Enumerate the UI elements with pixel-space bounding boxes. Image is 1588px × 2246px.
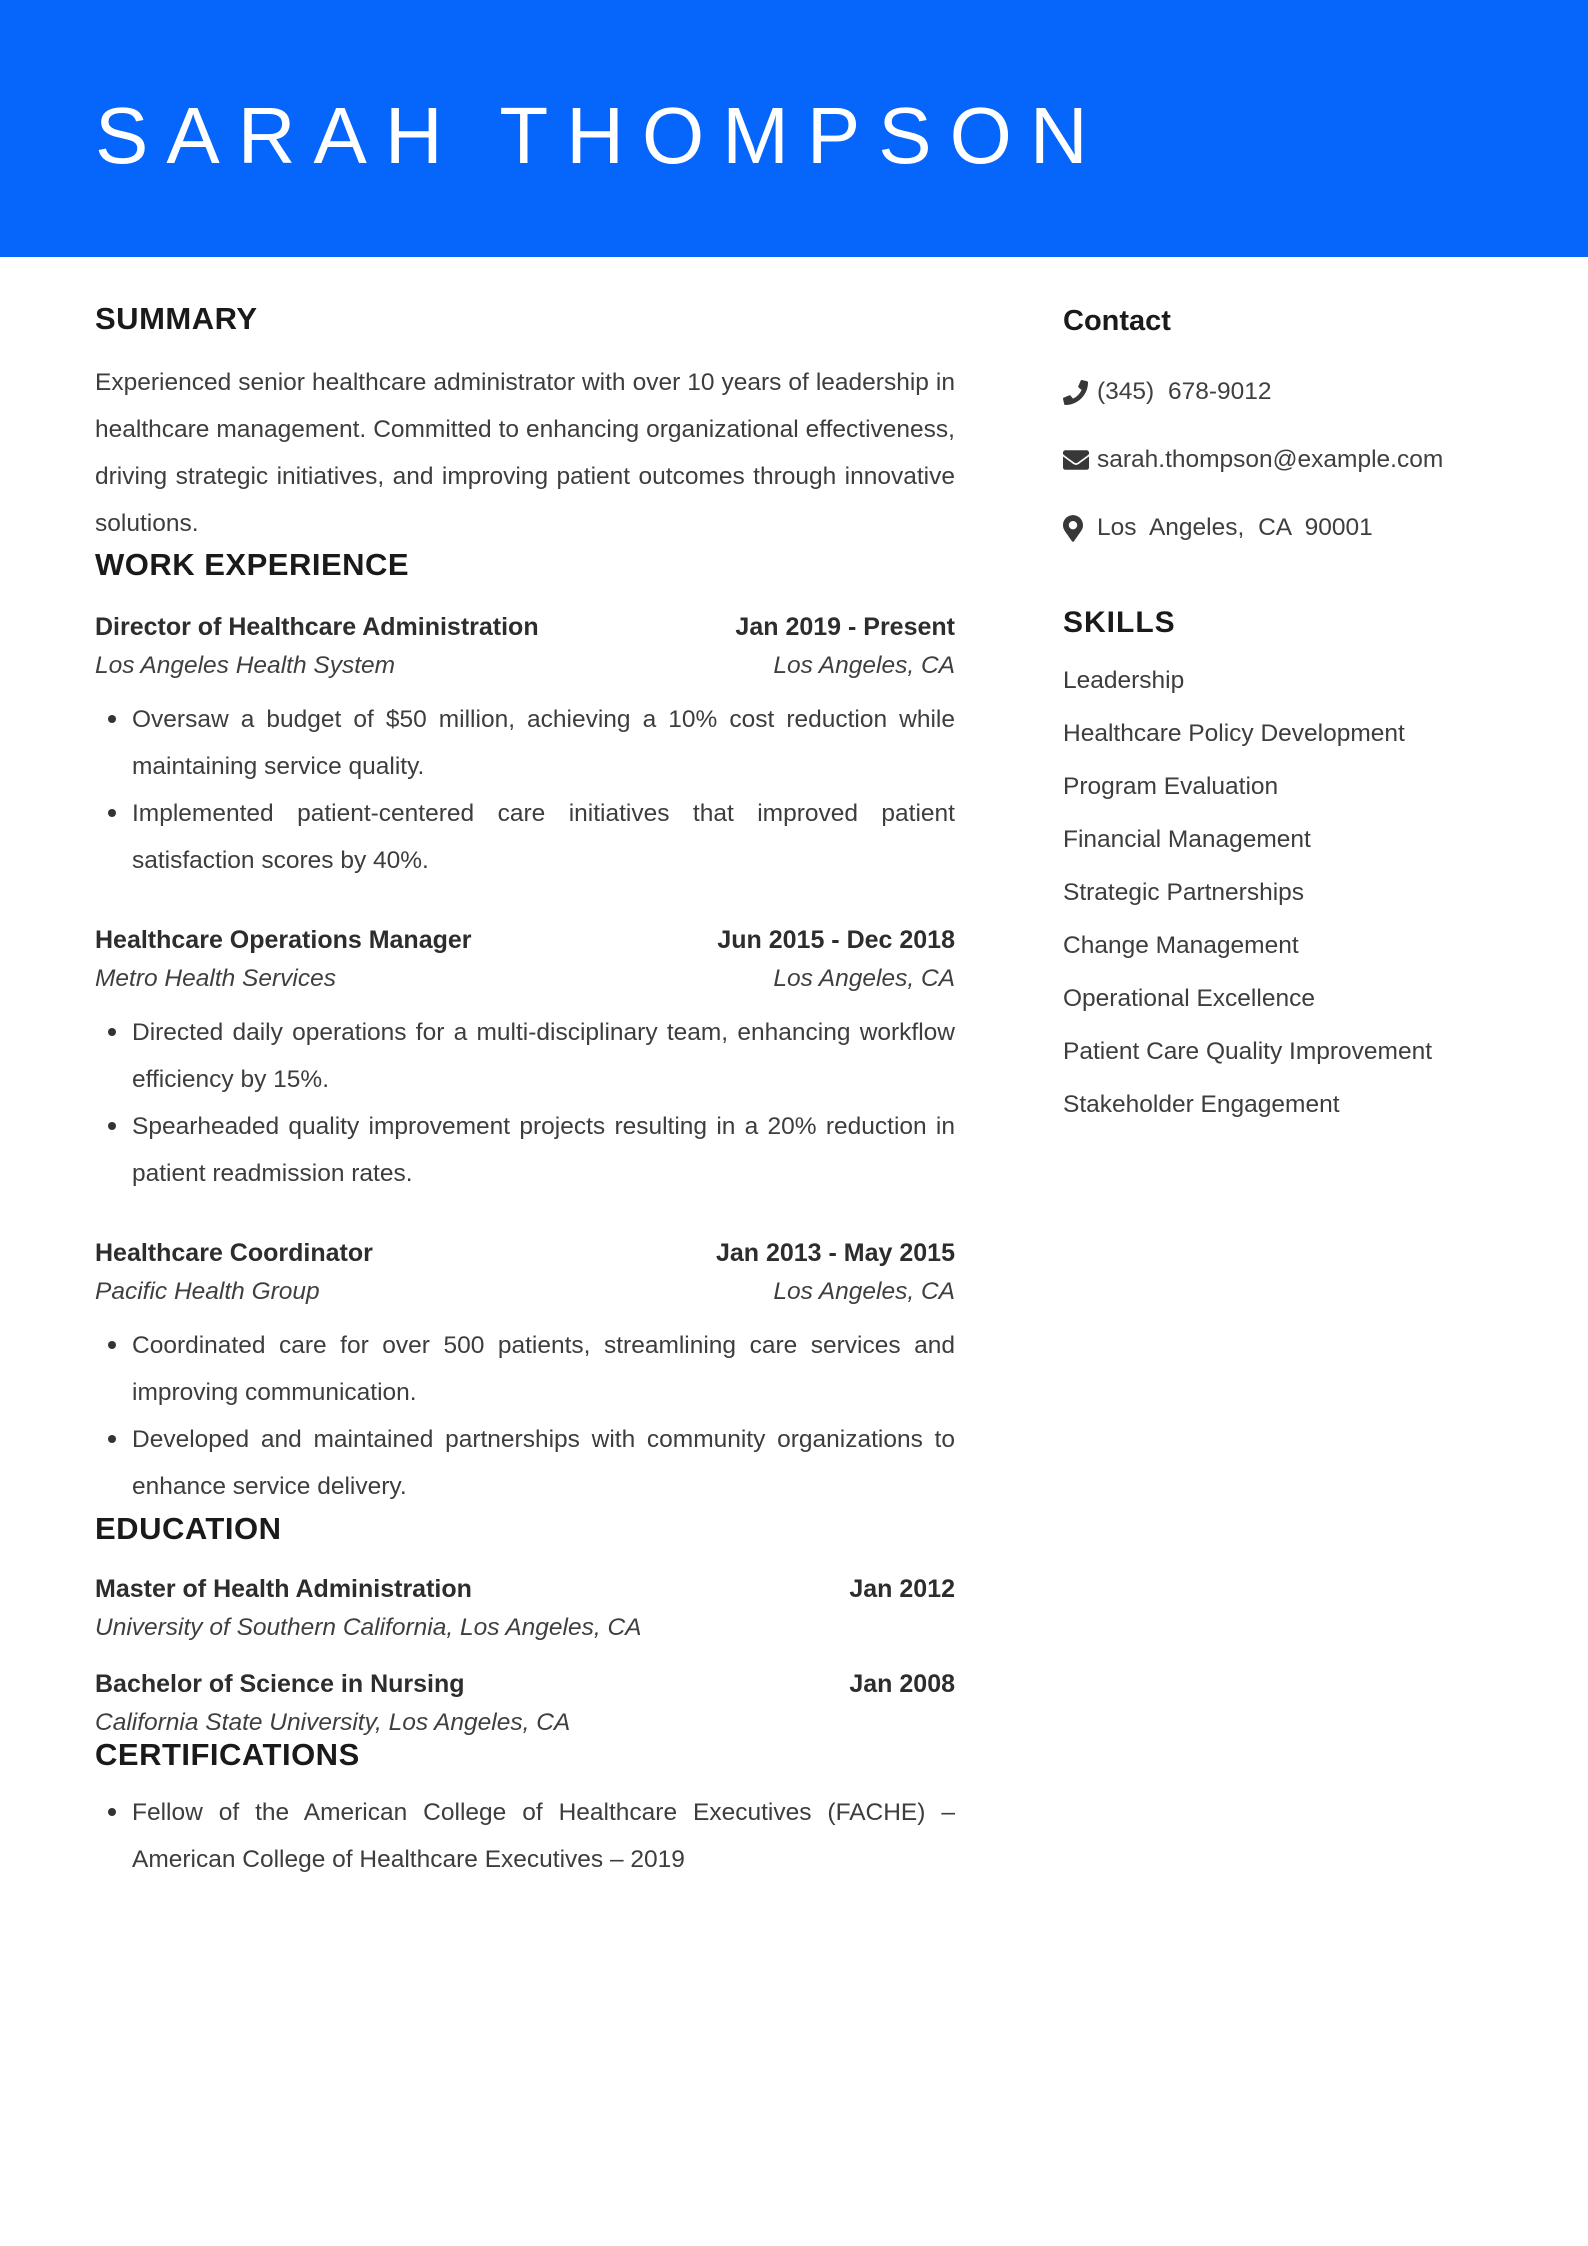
job-dates: Jan 2013 - May 2015 (715, 1239, 955, 1268)
job-bullet: Directed daily operations for a multi-disciplinary team, enhancing workflow efficiency by 15%. (95, 1009, 955, 1103)
job-bullet: Oversaw a budget of $50 million, achieving a 10% cost reduction while maintaining service quality. (95, 696, 955, 790)
certifications-heading: CERTIFICATIONS (95, 1736, 360, 1772)
contact-phone: (345) 678-9012 (1097, 378, 1272, 405)
skill-item: Change Management (1063, 931, 1299, 959)
education-school: California State University, Los Angeles, CA (95, 1708, 571, 1736)
contact-heading: Contact (1063, 305, 1171, 337)
job-bullet: Implemented patient-centered care initiatives that improved patient satisfaction scores by 40%. (95, 790, 955, 884)
education-date: Jan 2008 (849, 1669, 955, 1698)
person-name: SARAH THOMPSON (95, 90, 1106, 180)
contact-section (1063, 305, 1500, 542)
job-title-row (95, 926, 955, 955)
envelope-icon (1063, 447, 1097, 473)
phone-icon (1063, 380, 1097, 405)
education-date: Jan 2012 (849, 1574, 955, 1603)
main-column (95, 301, 955, 1883)
job-title: Healthcare Coordinator (95, 1239, 373, 1268)
skill-item: Leadership (1063, 666, 1185, 694)
job-bullets (95, 1009, 955, 1197)
job-bullets (95, 1322, 955, 1510)
job-bullet: Coordinated care for over 500 patients, streamlining care services and improving communication. (95, 1322, 955, 1416)
certifications-section (95, 1737, 955, 1883)
education-entry (95, 1575, 955, 1642)
contact-address-row (1063, 514, 1500, 542)
summary-heading: SUMMARY (95, 301, 258, 336)
contact-phone-row (1063, 378, 1500, 406)
certification-item: Fellow of the American College of Healthcare Executives (FACHE) – American College of Healthcare Executives – 2019 (95, 1789, 955, 1883)
job-company: Pacific Health Group (95, 1278, 320, 1306)
job-title-row (95, 1239, 955, 1268)
education-degree-row (95, 1575, 955, 1604)
skills-section (1063, 606, 1500, 1131)
job-company: Metro Health Services (95, 965, 337, 993)
education-entry (95, 1670, 955, 1737)
work-experience-section (95, 547, 955, 1510)
job-title: Director of Healthcare Administration (95, 613, 539, 642)
skill-item: Program Evaluation (1063, 772, 1279, 800)
job-company-row (95, 652, 955, 680)
contact-email: sarah.thompson@example.com (1097, 446, 1444, 473)
job-bullet: Spearheaded quality improvement projects resulting in a 20% reduction in patient readmission rates. (95, 1103, 955, 1197)
summary-section (95, 301, 955, 547)
job-dates: Jun 2015 - Dec 2018 (717, 926, 955, 955)
job-bullet: Developed and maintained partnerships with community organizations to enhance service delivery. (95, 1416, 955, 1510)
job-bullets (95, 696, 955, 884)
job-company-row (95, 1278, 955, 1306)
skill-item: Patient Care Quality Improvement (1063, 1037, 1433, 1065)
job-location: Los Angeles, CA (773, 1278, 955, 1306)
job-entry (95, 926, 955, 1197)
location-pin-icon (1063, 515, 1097, 542)
skill-item: Strategic Partnerships (1063, 878, 1305, 906)
certifications-list (95, 1789, 955, 1883)
contact-email-row (1063, 446, 1500, 474)
skill-item: Healthcare Policy Development (1063, 719, 1405, 747)
skills-list (1063, 654, 1500, 1131)
education-degree: Master of Health Administration (95, 1574, 472, 1603)
content-columns (0, 257, 1588, 1883)
job-dates: Jan 2019 - Present (735, 613, 955, 642)
job-title-row (95, 613, 955, 642)
work-experience-heading: WORK EXPERIENCE (95, 547, 410, 583)
education-section (95, 1511, 955, 1737)
contact-address: Los Angeles, CA 90001 (1097, 514, 1373, 541)
job-company-row (95, 965, 955, 993)
job-title: Healthcare Operations Manager (95, 926, 472, 955)
job-location: Los Angeles, CA (773, 652, 955, 680)
skill-item: Financial Management (1063, 825, 1311, 853)
job-entry (95, 1239, 955, 1510)
skills-heading: SKILLS (1063, 606, 1176, 639)
summary-text: Experienced senior healthcare administrator with over 10 years of leadership in healthcare management. Committed to enhancing organizational effectiveness, driving strategic initiatives, and improving patient outcomes through innovative solutions. (95, 369, 955, 538)
education-heading: EDUCATION (95, 1510, 282, 1546)
job-company: Los Angeles Health System (95, 652, 396, 680)
education-school: University of Southern California, Los Angeles, CA (95, 1613, 642, 1641)
job-entry (95, 613, 955, 884)
education-degree-row (95, 1670, 955, 1699)
job-location: Los Angeles, CA (773, 965, 955, 993)
sidebar-column (1063, 301, 1500, 1883)
skill-item: Stakeholder Engagement (1063, 1090, 1340, 1118)
skill-item: Operational Excellence (1063, 984, 1315, 1012)
education-degree: Bachelor of Science in Nursing (95, 1669, 465, 1698)
header-banner (0, 0, 1588, 257)
